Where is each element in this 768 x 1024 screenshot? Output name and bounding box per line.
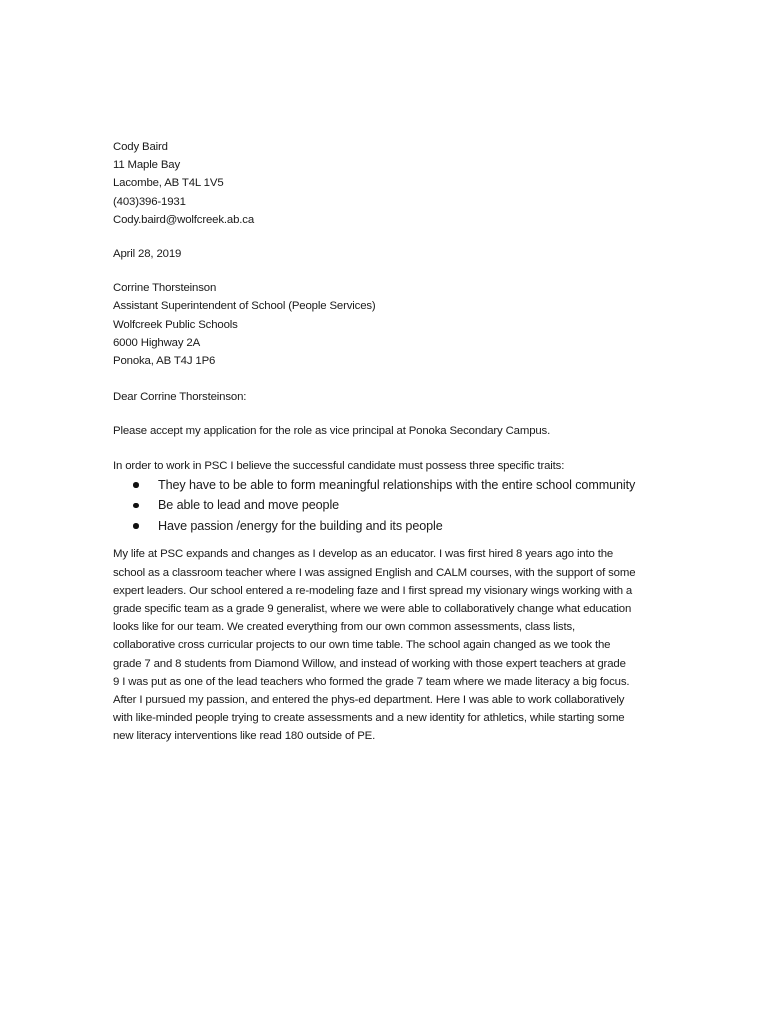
salutation: Dear Corrine Thorsteinson: bbox=[113, 391, 247, 404]
letter-date-block bbox=[113, 245, 658, 263]
bullet-icon bbox=[133, 503, 139, 509]
recipient-organization: Wolfcreek Public Schools bbox=[113, 318, 238, 331]
trait-text: Be able to lead and move people bbox=[158, 498, 340, 513]
recipient-city: Ponoka, AB T4J 1P6 bbox=[113, 355, 216, 368]
sender-street: 11 Maple Bay bbox=[113, 159, 181, 172]
letter-date: April 28, 2019 bbox=[113, 248, 182, 261]
body-line: 9 I was put as one of the lead teachers who formed the grade 7 team where we made literacy a big focus. bbox=[113, 675, 630, 688]
opening-sentence: Please accept my application for the role as vice principal at Ponoka Secondary Campus. bbox=[113, 425, 551, 438]
body-paragraph bbox=[113, 545, 658, 745]
recipient-address bbox=[113, 279, 658, 370]
body-line: grade 7 and 8 students from Diamond Willow, and instead of working with those expert teachers at grade bbox=[113, 657, 626, 670]
traits-list bbox=[113, 475, 658, 537]
body-line: school as a classroom teacher where I was assigned English and CALM courses, with the support of some bbox=[113, 566, 636, 579]
opening-block bbox=[113, 422, 658, 440]
body-line: looks like for our team. We created everything from our own common assessments, class lists, bbox=[113, 621, 576, 634]
body-line: collaborative cross curricular projects to our own time table. The school again changed as we took the bbox=[113, 639, 611, 652]
body-line: new literacy interventions like read 180 outside of PE. bbox=[113, 730, 376, 743]
recipient-title: Assistant Superintendent of School (People Services) bbox=[113, 300, 376, 313]
sender-address bbox=[113, 138, 658, 229]
recipient-street: 6000 Highway 2A bbox=[113, 336, 201, 349]
sender-email: Cody.baird@wolfcreek.ab.ca bbox=[113, 213, 255, 226]
salutation-block bbox=[113, 388, 658, 406]
recipient-name: Corrine Thorsteinson bbox=[113, 282, 217, 295]
sender-city: Lacombe, AB T4L 1V5 bbox=[113, 177, 224, 190]
body-line: My life at PSC expands and changes as I develop as an educator. I was first hired 8 years ago into the bbox=[113, 548, 614, 561]
body-line: with like-minded people trying to create assessments and a new identity for athletics, while starting some bbox=[113, 712, 625, 725]
list-item bbox=[113, 495, 658, 516]
sender-name: Cody Baird bbox=[113, 141, 168, 153]
body-line: grade specific team as a grade 9 generalist, where we were able to collaboratively change what education bbox=[113, 602, 632, 615]
bullet-icon bbox=[133, 523, 139, 529]
intro-sentence: In order to work in PSC I believe the successful candidate must possess three specific traits: bbox=[113, 459, 565, 472]
body-line: After I pursued my passion, and entered the phys-ed department. Here I was able to work collaboratively bbox=[113, 693, 625, 706]
letter-content bbox=[113, 138, 658, 746]
trait-text: They have to be able to form meaningful relationships with the entire school community bbox=[158, 477, 636, 492]
sender-phone: (403)396-1931 bbox=[113, 195, 186, 208]
list-item bbox=[113, 516, 658, 537]
bullet-icon bbox=[133, 482, 139, 488]
trait-text: Have passion /energy for the building and its people bbox=[158, 518, 443, 533]
body-line: expert leaders. Our school entered a re-modeling faze and I first spread my visionary wings working with a bbox=[113, 584, 633, 597]
list-item bbox=[113, 475, 658, 496]
intro-block bbox=[113, 457, 658, 475]
